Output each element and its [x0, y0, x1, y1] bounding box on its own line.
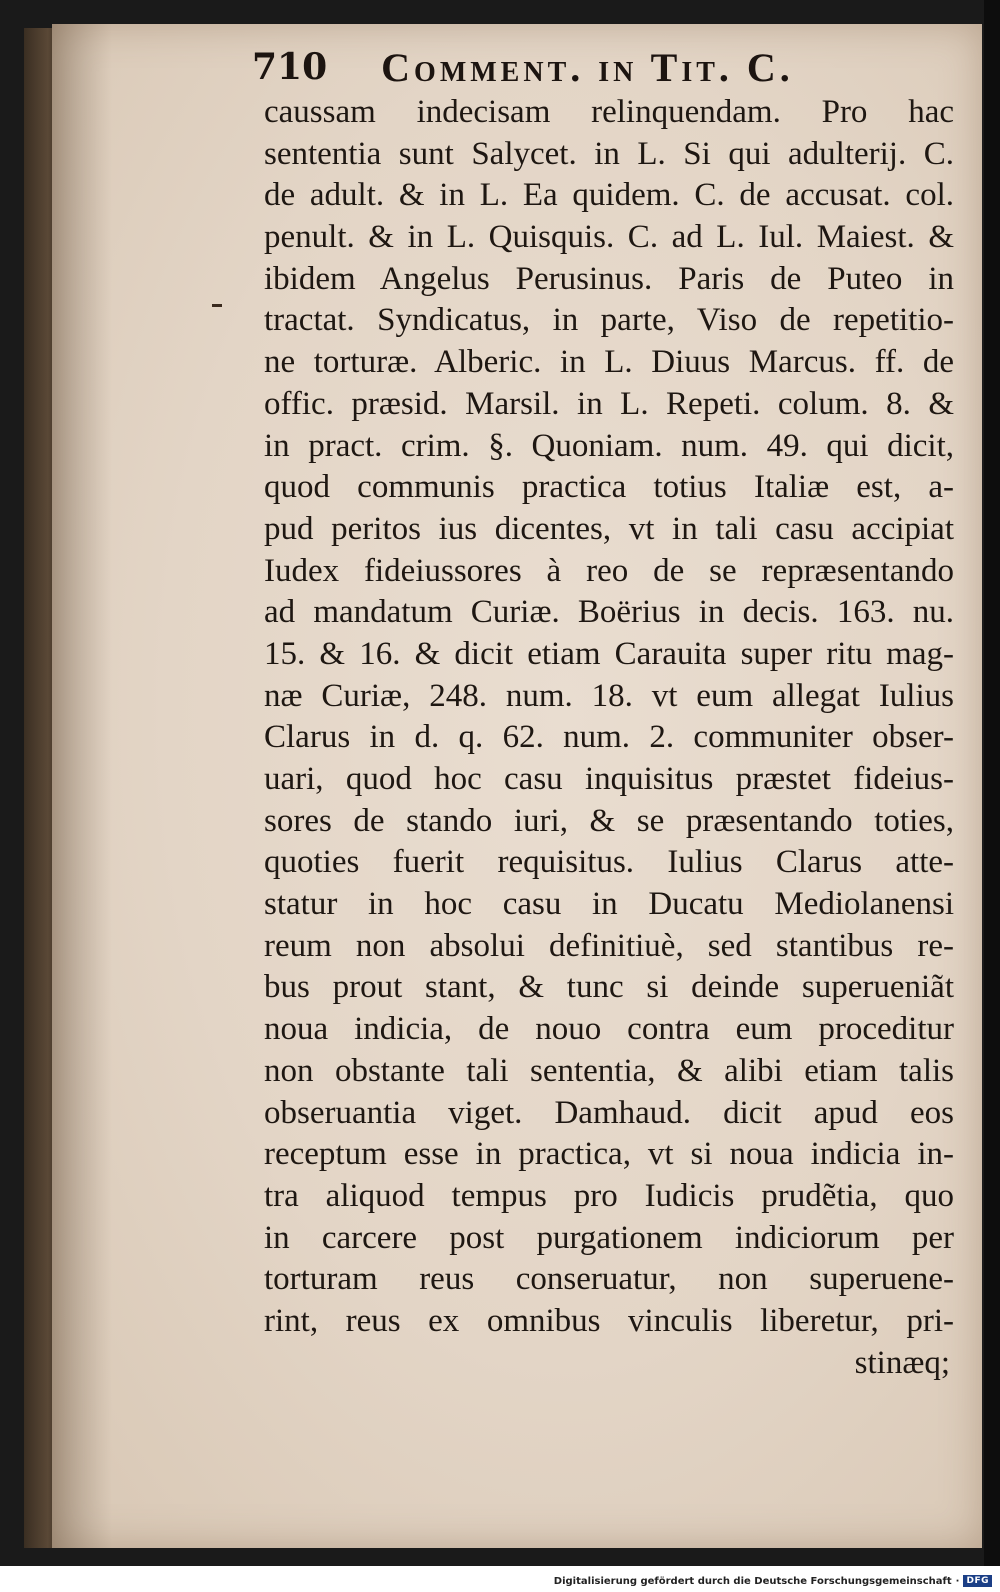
text-line: Iudex fideiussores à reo de se repræsentando — [264, 552, 954, 589]
text-line: statur in hoc casu in Ducatu Mediolanensi — [264, 886, 954, 923]
text-line: torturam reus conseruatur, non superuene- — [264, 1261, 954, 1298]
text-line: sores de stando iuri, & se præsentando toties, — [264, 802, 954, 839]
text-line: rint, reus ex omnibus vinculis liberetur, pri- — [264, 1302, 954, 1339]
page-number: 710 — [252, 46, 328, 88]
spine-strip — [984, 0, 1000, 1566]
text-line: uari, quod hoc casu inquisitus præstet fideius- — [264, 761, 954, 797]
text-line: in pract. crim. §. Quoniam. num. 49. qui dicit, — [264, 427, 954, 464]
catchword: stinæq; — [854, 1344, 950, 1381]
text-line: Clarus in d. q. 62. num. 2. communiter obser- — [264, 719, 954, 756]
dfg-logo: DFG — [963, 1575, 992, 1587]
book-page — [52, 24, 982, 1548]
text-line: næ Curiæ, 248. num. 18. vt eum allegat Iulius — [264, 677, 954, 714]
text-line: in carcere post purgationem indiciorum per — [264, 1219, 954, 1256]
margin-mark — [212, 304, 222, 307]
text-line: ad mandatum Curiæ. Boërius in decis. 163. nu. — [264, 594, 954, 631]
text-line: tractat. Syndicatus, in parte, Viso de repetitio- — [264, 302, 954, 339]
text-block — [264, 92, 954, 1384]
running-head — [252, 38, 794, 96]
text-line: receptum esse in practica, vt si noua indicia in- — [264, 1136, 954, 1173]
text-line: penult. & in L. Quisquis. C. ad L. Iul. Maiest. & — [264, 219, 954, 256]
text-line: obseruantia viget. Damhaud. dicit apud eos — [264, 1094, 954, 1131]
text-line: non obstante tali sententia, & alibi etiam talis — [264, 1052, 954, 1089]
text-line: noua indicia, de nouo contra eum proceditur — [264, 1011, 954, 1048]
text-line: offic. præsid. Marsil. in L. Repeti. colum. 8. & — [264, 385, 954, 422]
text-line: 15. & 16. & dicit etiam Carauita super ritu mag- — [264, 635, 954, 672]
text-line: ne torturæ. Alberic. in L. Diuus Marcus. ff. de — [264, 344, 954, 381]
text-line: sententia sunt Salycet. in L. Si qui adulterij. C. — [264, 135, 954, 172]
text-line: pud peritos ius dicentes, vt in tali casu accipiat — [264, 510, 954, 547]
text-line: quoties fuerit requisitus. Iulius Clarus atte- — [264, 844, 954, 881]
text-line: caussam indecisam relinquendam. Pro hac — [264, 94, 954, 130]
credit-text: Digitalisierung gefördert durch die Deutsche Forschungsgemeinschaft — [553, 1575, 952, 1587]
digitization-credit: Digitalisierung gefördert durch die Deutsche Forschungsgemeinschaft · DFG — [554, 1573, 992, 1589]
text-line: de adult. & in L. Ea quidem. C. de accusat. col. — [264, 177, 954, 214]
text-line: quod communis practica totius Italiæ est, a- — [264, 469, 954, 506]
text-line: bus prout stant, & tunc si deinde superueniãt — [264, 969, 954, 1006]
text-line: tra aliquod tempus pro Iudicis prudẽtia, quo — [264, 1177, 954, 1214]
text-line: reum non absolui definitiuè, sed stantibus re- — [264, 927, 954, 964]
text-line: ibidem Angelus Perusinus. Paris de Puteo in — [264, 260, 954, 297]
running-title: Comment. in Tit. C. — [381, 44, 794, 90]
